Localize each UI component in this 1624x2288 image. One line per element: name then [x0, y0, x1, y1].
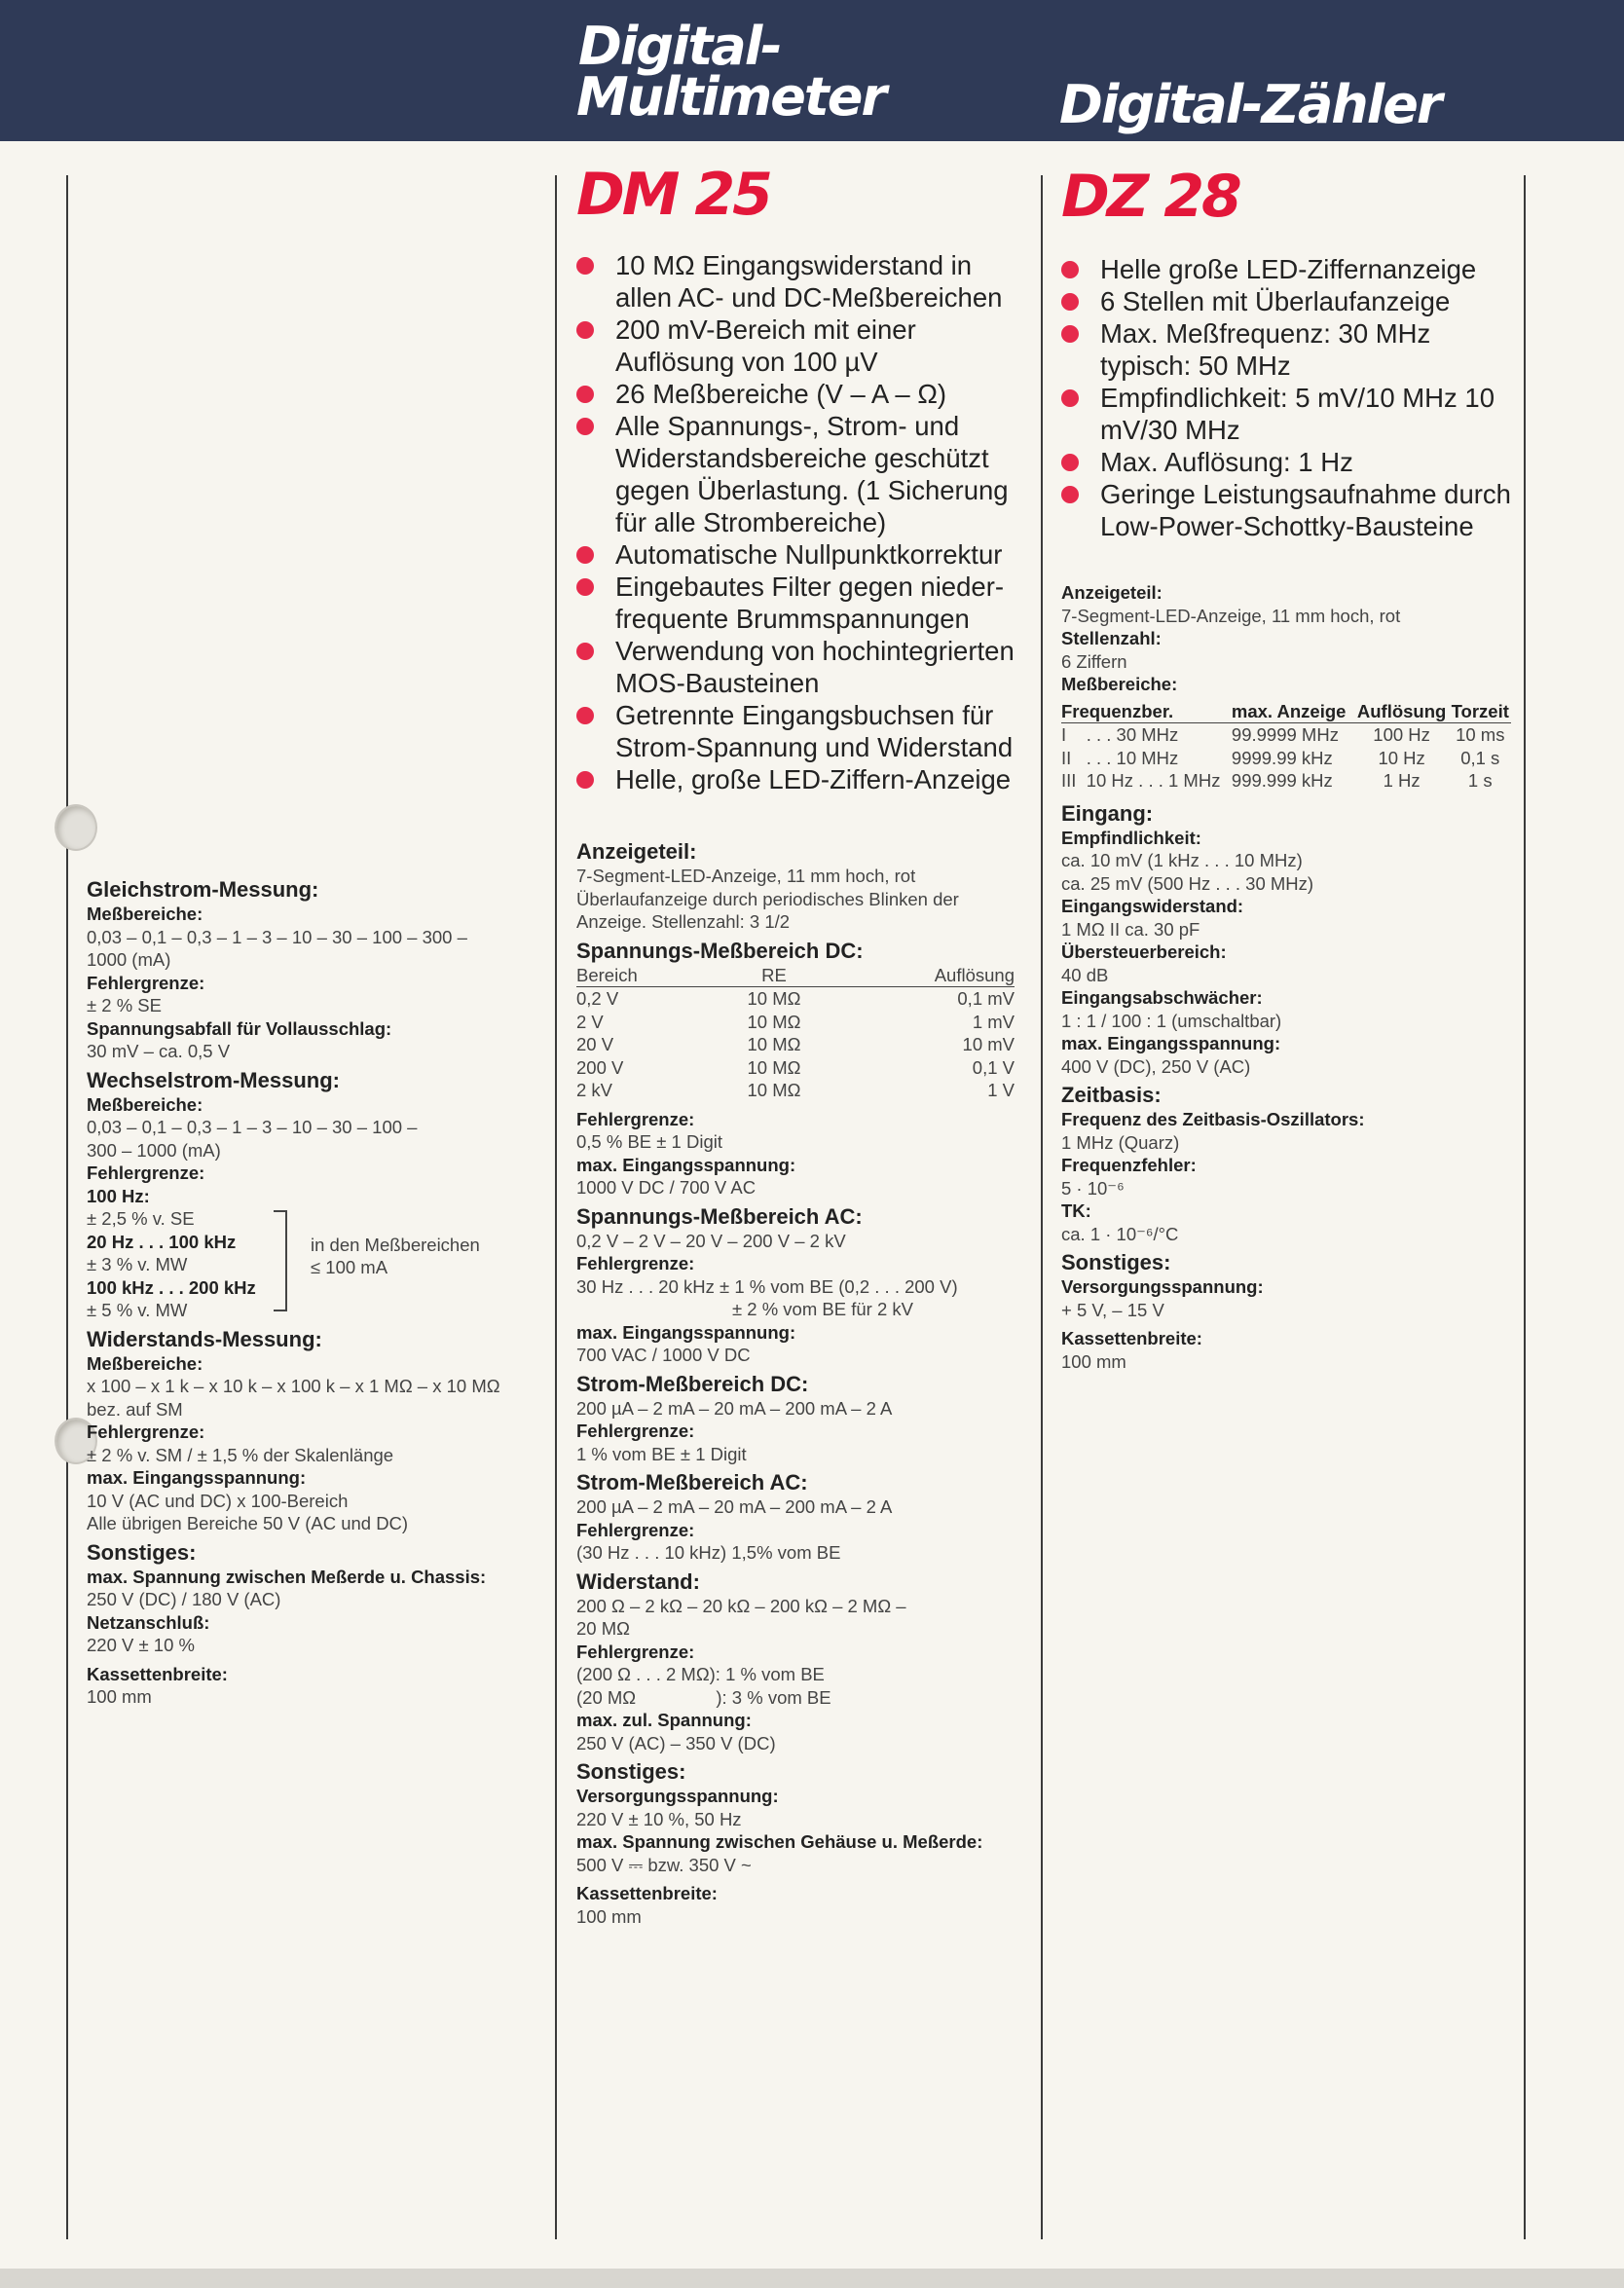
left-sonst-kass-label: Kassettenbreite: — [87, 1663, 228, 1684]
gleich-fehler-val: ± 2 % SE — [87, 995, 162, 1015]
dz28-zeit-fehler-val: 5 · 10⁻⁶ — [1061, 1177, 1125, 1199]
dm25-ac-max-val: 700 VAC / 1000 V DC — [576, 1345, 751, 1365]
wider-fehler-val: ± 2 % v. SM / ± 1,5 % der Skalenlänge — [87, 1444, 394, 1465]
table-cell: 100 Hz — [1373, 724, 1430, 745]
table-cell: 0,1 mV — [957, 988, 1015, 1009]
table-row — [576, 987, 1015, 1011]
table-cell: 2 kV — [576, 1080, 613, 1100]
wechsel-mess-val1: 0,03 – 0,1 – 0,3 – 1 – 3 – 10 – 30 – 100 – — [87, 1117, 418, 1137]
wechsel-brace-line2: ≤ 100 mA — [311, 1256, 388, 1277]
wider-mess-val1: x 100 – x 1 k – x 10 k – x 100 k – x 1 MΩ – x 10 MΩ — [87, 1376, 500, 1396]
rule-middle — [555, 175, 557, 2239]
dz28-anz-val: 7-Segment-LED-Anzeige, 11 mm hoch, rot — [1061, 605, 1401, 626]
dm25-anz-val2: Überlaufanzeige durch periodisches Blinken der — [576, 888, 959, 909]
dm25-sac-fehler-label: Fehlergrenze: — [576, 1519, 695, 1540]
dm25-anz-val3: Anzeige. Stellenzahl: 3 1/2 — [576, 911, 791, 932]
gleich-abfall-label: Spannungsabfall für Vollausschlag: — [87, 1017, 392, 1039]
dm25-wid-fehler-val2: (20 MΩ ): 3 % vom BE — [576, 1686, 831, 1708]
dz28-eing-abs-val: 1 : 1 / 100 : 1 (umschaltbar) — [1061, 1010, 1282, 1031]
table-header-cell: max. Anzeige — [1232, 700, 1354, 723]
dm25-wid-val2: 20 MΩ — [576, 1618, 630, 1639]
left-specs — [87, 872, 544, 1709]
table-cell: II . . . 10 MHz — [1061, 747, 1179, 768]
dm25-sonst-kass-val: 100 mm — [576, 1905, 642, 1927]
gleich-mess-val2: 1000 (mA) — [87, 949, 171, 970]
left-sonst-netz-label: Netzanschluß: — [87, 1611, 210, 1633]
feature-item: Geringe Leistungsaufnahme durch Low-Power-Schottky-Bausteine — [1061, 478, 1519, 542]
table-header-cell: Bereich — [576, 964, 714, 987]
table-cell: 10 ms — [1456, 724, 1505, 745]
dm25-dc-table — [576, 964, 1015, 1102]
dz28-stellen-val: 6 Ziffern — [1061, 650, 1127, 672]
table-cell: 10 MΩ — [747, 988, 801, 1009]
table-header-cell: Auflösung — [1354, 700, 1450, 723]
feature-item: Verwendung von hochintegrierten MOS-Bausteinen — [576, 635, 1034, 699]
table-cell: 10 MΩ — [747, 1011, 801, 1032]
dm25-ac-val: 0,2 V – 2 V – 20 V – 200 V – 2 kV — [576, 1230, 846, 1251]
wechsel-100khz-label: 100 kHz . . . 200 kHz — [87, 1276, 256, 1298]
table-cell: 0,2 V — [576, 988, 619, 1009]
table-cell: 1 Hz — [1383, 770, 1421, 791]
wechsel-100hz-label: 100 Hz: — [87, 1185, 150, 1206]
table-cell: 10 MΩ — [747, 1080, 801, 1100]
dz28-eing-wid-val: 1 MΩ II ca. 30 pF — [1061, 918, 1200, 940]
feature-item: 6 Stellen mit Überlaufanzeige — [1061, 285, 1519, 317]
gleich-fehler-label: Fehlergrenze: — [87, 972, 205, 993]
dz28-eing-max-label: max. Eingangsspannung: — [1061, 1033, 1281, 1053]
dm25-sac-title: Strom-Meßbereich AC: — [576, 1470, 808, 1495]
dm25-wid-max-val: 250 V (AC) – 350 V (DC) — [576, 1732, 776, 1753]
dz28-table — [1061, 700, 1511, 793]
dz28-zeit-tk-label: TK: — [1061, 1200, 1091, 1221]
table-cell: 200 V — [576, 1056, 624, 1078]
dz28-zeit-freq-val: 1 MHz (Quarz) — [1061, 1131, 1180, 1153]
dm25-ac-fehler-val2: ± 2 % vom BE für 2 kV — [732, 1299, 913, 1319]
wechsel-mess-label: Meßbereiche: — [87, 1093, 203, 1115]
dz28-mess-label: Meßbereiche: — [1061, 674, 1178, 694]
dm25-feature-list — [576, 249, 1034, 795]
dm25-ac-fehler-label: Fehlergrenze: — [576, 1253, 695, 1273]
feature-item: Automatische Nullpunktkorrektur — [576, 538, 1034, 571]
dm25-sac-fehler-val: (30 Hz . . . 10 kHz) 1,5% vom BE — [576, 1542, 841, 1563]
dz28-eing-max-val: 400 V (DC), 250 V (AC) — [1061, 1055, 1251, 1077]
table-cell: 2 V — [576, 1011, 604, 1032]
rule-right-2 — [1524, 175, 1526, 2239]
table-cell: 10 MΩ — [747, 1034, 801, 1054]
dm25-sonst-title: Sonstiges: — [576, 1759, 686, 1784]
dz28-zeit-title: Zeitbasis: — [1061, 1083, 1162, 1107]
wechsel-100khz-val: ± 5 % v. MW — [87, 1300, 188, 1320]
wechsel-title: Wechselstrom-Messung: — [87, 1067, 340, 1092]
rule-right-1 — [1041, 175, 1043, 2239]
wechsel-100hz-val: ± 2,5 % v. SE — [87, 1208, 195, 1229]
feature-item: Helle, große LED-Ziffern-Anzeige — [576, 763, 1034, 795]
table-row — [576, 1011, 1015, 1034]
feature-item: 26 Meßbereiche (V – A – Ω) — [576, 378, 1034, 410]
table-cell: 1 s — [1467, 770, 1493, 791]
left-sonst-title: Sonstiges: — [87, 1539, 197, 1565]
dz28-eing-ueber-label: Übersteuerbereich: — [1061, 941, 1227, 962]
dm25-column — [576, 161, 1034, 1928]
title-digital-zaehler: Digital-Zähler — [1059, 74, 1441, 135]
dm25-dc-fehler-val: 0,5 % BE ± 1 Digit — [576, 1131, 722, 1152]
wechsel-fehler-block — [87, 1185, 544, 1322]
dm25-wid-max-label: max. zul. Spannung: — [576, 1710, 752, 1730]
left-sonst-max-val: 250 V (DC) / 180 V (AC) — [87, 1589, 281, 1609]
wider-max-val1: 10 V (AC und DC) x 100-Bereich — [87, 1490, 349, 1511]
table-row — [1061, 747, 1511, 770]
dz28-eing-title: Eingang: — [1061, 800, 1154, 826]
wider-mess-label: Meßbereiche: — [87, 1352, 203, 1374]
left-sonst-max-label: max. Spannung zwischen Meßerde u. Chassis: — [87, 1566, 487, 1587]
feature-item: 200 mV-Bereich mit einer Auflösung von 100 µV — [576, 314, 1034, 378]
table-cell: III 10 Hz . . . 1 MHz — [1061, 770, 1221, 791]
wechsel-brace-line1: in den Meßbereichen — [311, 1234, 480, 1255]
feature-item: 10 MΩ Eingangswiderstand in allen AC- und DC-Meßbereichen — [576, 249, 1034, 314]
brace — [274, 1210, 287, 1311]
left-sonst-kass-val: 100 mm — [87, 1686, 152, 1707]
gleich-mess-val1: 0,03 – 0,1 – 0,3 – 1 – 3 – 10 – 30 – 100 – 300 – — [87, 926, 467, 947]
dz28-sonst-vers-val: + 5 V, – 15 V — [1061, 1299, 1164, 1320]
title-digital: Digital- — [578, 16, 781, 77]
dz28-eing-wid-label: Eingangswiderstand: — [1061, 896, 1244, 916]
dz28-zeit-fehler-label: Frequenzfehler: — [1061, 1155, 1197, 1175]
table-header-cell: Frequenzber. — [1061, 700, 1232, 723]
left-sonst-netz-val: 220 V ± 10 % — [87, 1635, 195, 1655]
feature-item: Eingebautes Filter gegen nieder-frequente Brummspannungen — [576, 571, 1034, 635]
table-header-cell: Auflösung — [834, 964, 1015, 987]
dm25-sdc-val: 200 µA – 2 mA – 20 mA – 200 mA – 2 A — [576, 1397, 893, 1419]
dm25-dc-title: Spannungs-Meßbereich DC: — [576, 938, 864, 963]
dm25-dc-max-label: max. Eingangsspannung: — [576, 1154, 796, 1175]
wider-max-val2: Alle übrigen Bereiche 50 V (AC und DC) — [87, 1513, 409, 1533]
feature-item: Max. Meßfrequenz: 30 MHz typisch: 50 MHz — [1061, 317, 1519, 382]
dm25-sdc-fehler-label: Fehlergrenze: — [576, 1421, 695, 1441]
title-multimeter: Multimeter — [576, 66, 885, 128]
punch-hole-top — [55, 804, 97, 851]
dz28-anz-label: Anzeigeteil: — [1061, 582, 1163, 603]
dm25-sdc-title: Strom-Meßbereich DC: — [576, 1371, 809, 1396]
dz28-sonst-title: Sonstiges: — [1061, 1250, 1171, 1274]
dm25-dc-fehler-label: Fehlergrenze: — [576, 1108, 695, 1129]
table-cell: 99.9999 MHz — [1231, 724, 1339, 745]
table-cell: 0,1 s — [1460, 747, 1500, 768]
wechsel-20hz-val: ± 3 % v. MW — [87, 1254, 188, 1274]
dz28-model: DZ 28 — [1061, 163, 1239, 231]
dm25-wid-title: Widerstand: — [576, 1568, 700, 1594]
table-cell: 10 mV — [962, 1034, 1015, 1054]
table-cell: 0,1 V — [972, 1056, 1015, 1078]
gleich-mess-label: Meßbereiche: — [87, 904, 203, 924]
dm25-sac-val: 200 µA – 2 mA – 20 mA – 200 mA – 2 A — [576, 1496, 893, 1517]
feature-item: Max. Auflösung: 1 Hz — [1061, 446, 1519, 478]
dz28-sonst-kass-val: 100 mm — [1061, 1350, 1126, 1372]
dm25-wid-val1: 200 Ω – 2 kΩ – 20 kΩ – 200 kΩ – 2 MΩ – — [576, 1595, 906, 1616]
dm25-ac-max-label: max. Eingangsspannung: — [576, 1321, 796, 1343]
dz28-sonst-vers-label: Versorgungsspannung: — [1061, 1276, 1264, 1297]
dz28-zeit-tk-val: ca. 1 · 10⁻⁶/°C — [1061, 1223, 1179, 1244]
dm25-dc-max-val: 1000 V DC / 700 V AC — [576, 1177, 757, 1198]
rule-left — [66, 175, 68, 2239]
dz28-sonst-kass-label: Kassettenbreite: — [1061, 1328, 1202, 1348]
wider-fehler-label: Fehlergrenze: — [87, 1421, 205, 1442]
dz28-eing-abs-label: Eingangsabschwächer: — [1061, 987, 1263, 1008]
table-header-cell: Torzeit — [1450, 700, 1511, 723]
dm25-anz-title: Anzeigeteil: — [576, 839, 697, 864]
gleich-abfall-val: 30 mV – ca. 0,5 V — [87, 1041, 231, 1061]
gleich-title: Gleichstrom-Messung: — [87, 877, 319, 902]
feature-item: Getrennte Eingangsbuchsen für Strom-Spannung und Widerstand — [576, 699, 1034, 763]
dz28-feature-list — [1061, 253, 1519, 542]
wechsel-mess-val2: 300 – 1000 (mA) — [87, 1139, 221, 1161]
dm25-sonst-vers-val: 220 V ± 10 %, 50 Hz — [576, 1808, 742, 1829]
dm25-sdc-fehler-val: 1 % vom BE ± 1 Digit — [576, 1443, 747, 1464]
wider-max-label: max. Eingangsspannung: — [87, 1467, 307, 1488]
wider-mess-val2: bez. auf SM — [87, 1398, 183, 1420]
dm25-sonst-vers-label: Versorgungsspannung: — [576, 1786, 779, 1806]
table-row — [1061, 769, 1511, 793]
table-cell: 9999.99 kHz — [1231, 747, 1333, 768]
dm25-sonst-max-val: 500 V ⎓ bzw. 350 V ~ — [576, 1854, 752, 1875]
table-cell: 10 Hz — [1378, 747, 1425, 768]
feature-item: Empfindlichkeit: 5 mV/10 MHz 10 mV/30 MHz — [1061, 382, 1519, 446]
dm25-specs — [576, 838, 1034, 1928]
dm25-wid-fehler-val1: (200 Ω . . . 2 MΩ): 1 % vom BE — [576, 1664, 825, 1684]
table-cell: I . . . 30 MHz — [1061, 724, 1179, 745]
dm25-wid-fehler-label: Fehlergrenze: — [576, 1641, 695, 1662]
table-cell: 999.999 kHz — [1231, 770, 1333, 791]
table-row — [576, 1056, 1015, 1080]
table-cell: 1 V — [987, 1080, 1015, 1100]
dm25-anz-val1: 7-Segment-LED-Anzeige, 11 mm hoch, rot — [576, 866, 916, 886]
table-cell: 1 mV — [972, 1011, 1015, 1032]
dz28-zeit-freq-label: Frequenz des Zeitbasis-Oszillators: — [1061, 1109, 1365, 1129]
dm25-model: DM 25 — [576, 161, 770, 229]
dz28-eing-empf-val2: ca. 25 mV (500 Hz . . . 30 MHz) — [1061, 872, 1314, 894]
wider-title: Widerstands-Messung: — [87, 1326, 322, 1351]
dm25-sonst-kass-label: Kassettenbreite: — [576, 1883, 718, 1903]
feature-item: Alle Spannungs-, Strom- und Widerstandsbereiche geschützt gegen Überlastung. (1 Sicherung für alle Strombereiche) — [576, 410, 1034, 538]
feature-item: Helle große LED-Ziffernanzeige — [1061, 253, 1519, 285]
dz28-specs — [1061, 581, 1519, 1373]
header-band — [0, 0, 1624, 141]
table-row — [576, 1079, 1015, 1102]
table-cell: 20 V — [576, 1034, 614, 1054]
dz28-eing-empf-val1: ca. 10 mV (1 kHz . . . 10 MHz) — [1061, 850, 1303, 870]
table-cell: 10 MΩ — [747, 1056, 801, 1078]
dz28-column — [1061, 163, 1519, 1373]
bottom-band — [0, 2269, 1624, 2288]
table-header-cell: RE — [714, 964, 834, 987]
wechsel-fehler-label: Fehlergrenze: — [87, 1162, 205, 1183]
dz28-eing-ueber-val: 40 dB — [1061, 964, 1109, 985]
wechsel-20hz-label: 20 Hz . . . 100 kHz — [87, 1231, 237, 1252]
table-row — [1061, 723, 1511, 747]
dm25-sonst-max-label: max. Spannung zwischen Gehäuse u. Meßerde: — [576, 1831, 983, 1852]
dm25-ac-title: Spannungs-Meßbereich AC: — [576, 1203, 863, 1229]
dz28-eing-empf-label: Empfindlichkeit: — [1061, 827, 1201, 848]
table-row — [576, 1033, 1015, 1056]
dz28-stellen-label: Stellenzahl: — [1061, 628, 1162, 648]
dm25-ac-fehler-val1: 30 Hz . . . 20 kHz ± 1 % vom BE (0,2 . . . 200 V) — [576, 1275, 958, 1297]
